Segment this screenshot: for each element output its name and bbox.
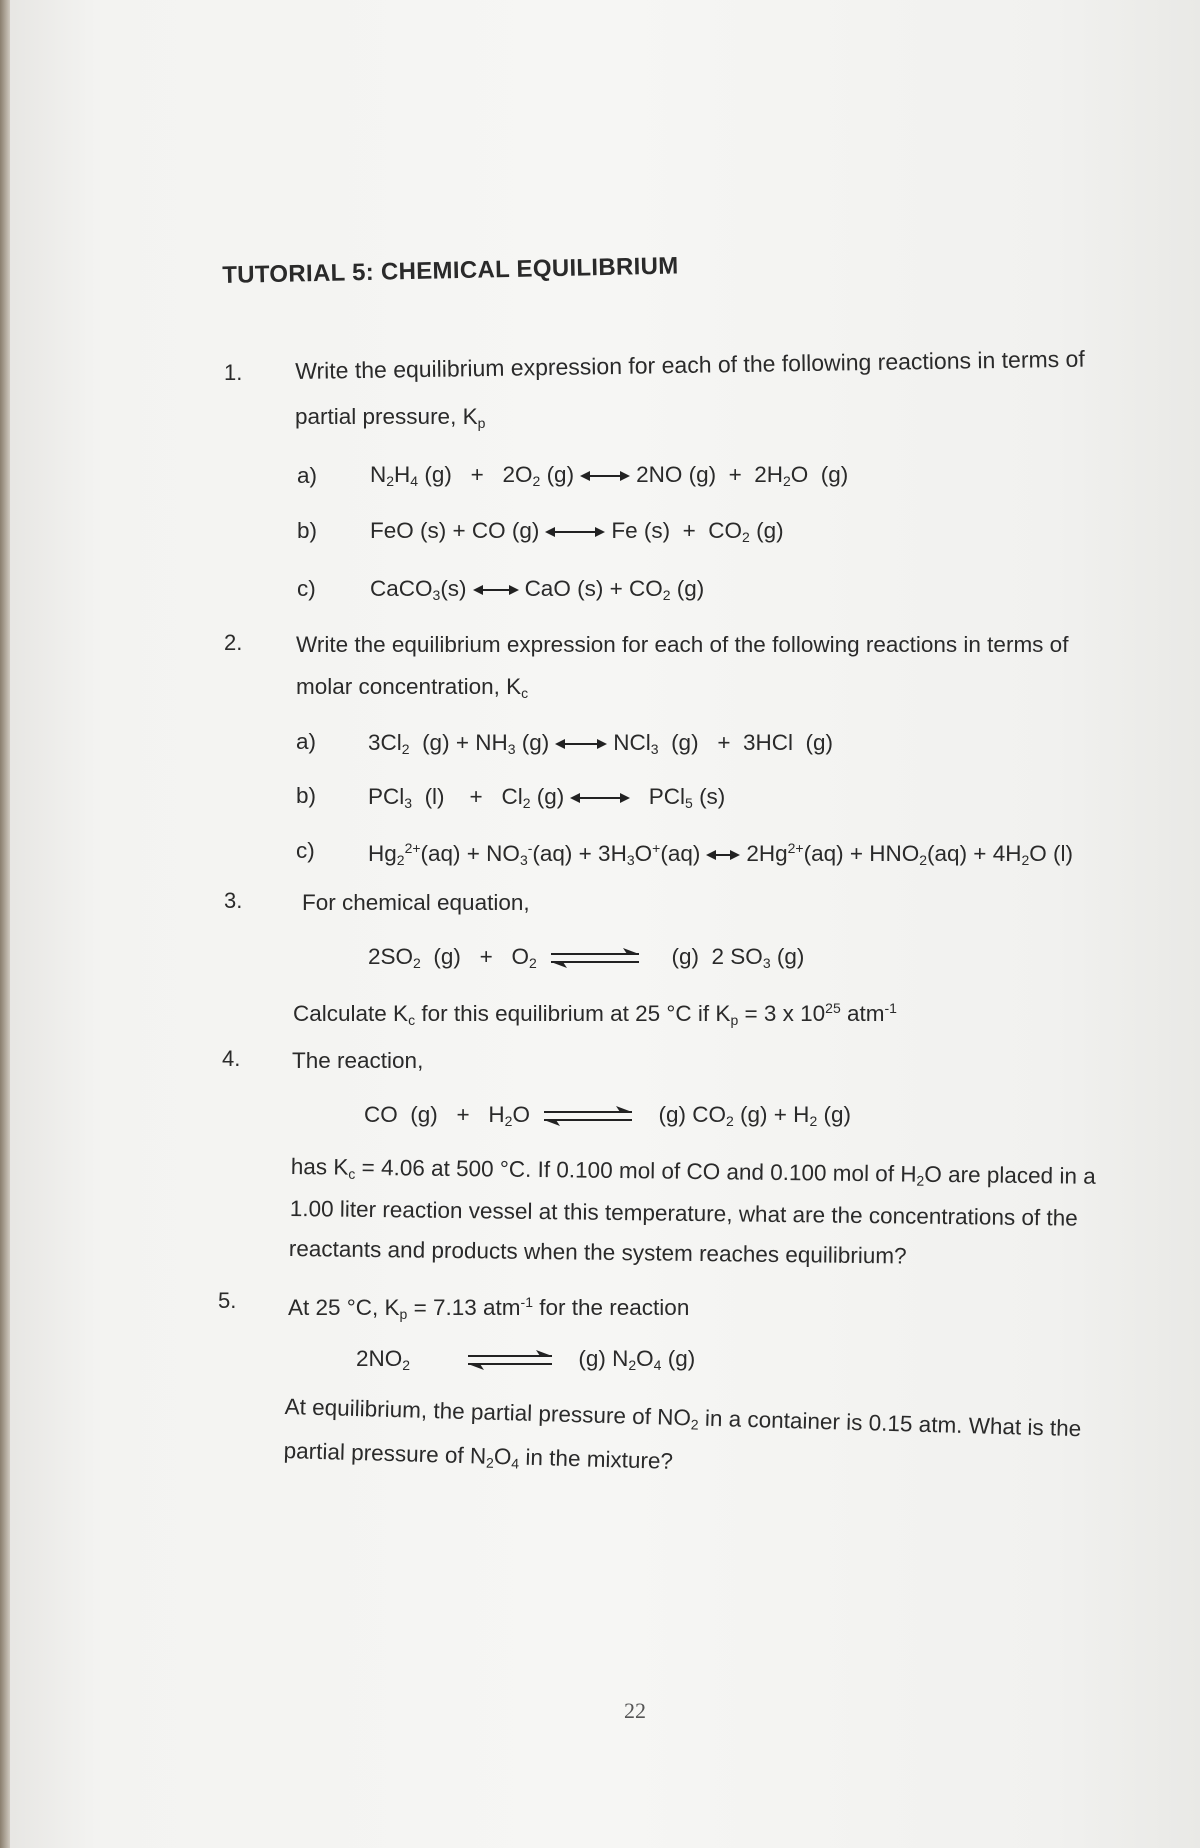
q1a-equation: $N_2H_4$ $(g) + 2O_2$ (g) 2NO $(g) + 2H_2O$ (g) xyxy=(370,462,849,489)
q2-number: 2. xyxy=(224,630,243,655)
q4-equation: CO $(g) + H_2O$ (g) $CO_2$ $(g) + H_2$ (g) xyxy=(364,1102,851,1129)
q4-paragraph-line3: reactants and products when the system reaches equilibrium? xyxy=(288,1236,907,1269)
q5-equation: $2NO_2$ (g) $N_2O_4$ (g) xyxy=(356,1346,696,1373)
q5-intro: At 25 °C, $K_p = 7.13$ atm$^{-1}$ for the reaction xyxy=(288,1294,690,1322)
q5-number: 5. xyxy=(218,1288,237,1313)
q2c-equation: $Hg_2^{2+}(aq) + NO_3^-(aq) + 3H_3O^+(aq) 2Hg^{2+}(aq) + HNO_2(aq) + 4H_2O$ (l) xyxy=(368,840,1074,868)
q1a-label: a) xyxy=(297,463,318,488)
q4-intro: The reaction, xyxy=(292,1048,424,1073)
q1-number: 1. xyxy=(224,360,243,385)
equilibrium-arrow-icon xyxy=(545,525,605,539)
page-binding-edge xyxy=(0,0,10,1848)
q4-number: 4. xyxy=(222,1046,241,1071)
q2b-equation: PCl$_3$ (l) + $Cl_2$ (g) PCl$_5$ (s) xyxy=(368,784,726,811)
equilibrium-arrow-icon xyxy=(580,469,630,483)
q5-paragraph-line1: At equilibrium, the partial pressure of $NO_2$ in a container is 0.15 atm. What is the xyxy=(284,1394,1082,1442)
q1-line2: partial pressure, $K_p$ xyxy=(295,404,486,431)
equilibrium-harpoon-icon xyxy=(464,1349,556,1371)
page-number: 22 xyxy=(624,1698,646,1723)
q1c-equation: CaCO$_3$(s) CaO $(s) + CO_2$ (g) xyxy=(370,576,705,603)
q2c-label: c) xyxy=(296,838,315,863)
equilibrium-arrow-icon xyxy=(570,791,630,805)
q2a-label: a) xyxy=(296,729,317,754)
q2a-equation: $3Cl_2$ $(g) + NH_3$ (g) NCl$_3$ (g) + 3HCl (g) xyxy=(368,730,833,757)
q4-paragraph-line1: has $K_c = 4.06$ at 500 °C. If 0.100 mol of CO and 0.100 mol of $H_2O$ are placed in a xyxy=(290,1154,1096,1189)
q1c-label: c) xyxy=(297,576,316,601)
q2b-label: b) xyxy=(296,783,317,808)
q5-paragraph-line2: partial pressure of $N_2O_4$ in the mixture? xyxy=(283,1438,674,1474)
equilibrium-harpoon-icon xyxy=(540,1105,636,1127)
equilibrium-arrow-icon xyxy=(473,583,519,597)
q3-intro: For chemical equation, xyxy=(302,890,530,915)
page-title: TUTORIAL 5: CHEMICAL EQUILIBRIUM xyxy=(222,252,679,289)
q3-equation: $2SO_2$ $(g) + O_2$ (g) 2 $SO_3$ (g) xyxy=(368,944,805,971)
q4-paragraph-line2: 1.00 liter reaction vessel at this temperature, what are the concentrations of the xyxy=(289,1196,1078,1231)
equilibrium-arrow-icon xyxy=(706,848,740,862)
q1-line1: Write the equilibrium expression for each of the following reactions in terms of xyxy=(295,345,1085,384)
equilibrium-harpoon-icon xyxy=(547,947,643,969)
q3-number: 3. xyxy=(224,888,243,913)
q1b-equation: FeO (s) + CO (g) Fe $(s) + CO_2$ (g) xyxy=(370,518,784,545)
q1b-label: b) xyxy=(297,518,318,543)
q2-line2: molar concentration, $K_c$ xyxy=(296,674,529,701)
equilibrium-arrow-icon xyxy=(555,737,607,751)
q3-calc: Calculate $K_c$ for this equilibrium at 25 °C if $K_p = 3$ x $10^{25}$ atm$^{-1}$ xyxy=(293,1000,897,1028)
q2-line1: Write the equilibrium expression for each of the following reactions in terms of xyxy=(296,632,1069,657)
